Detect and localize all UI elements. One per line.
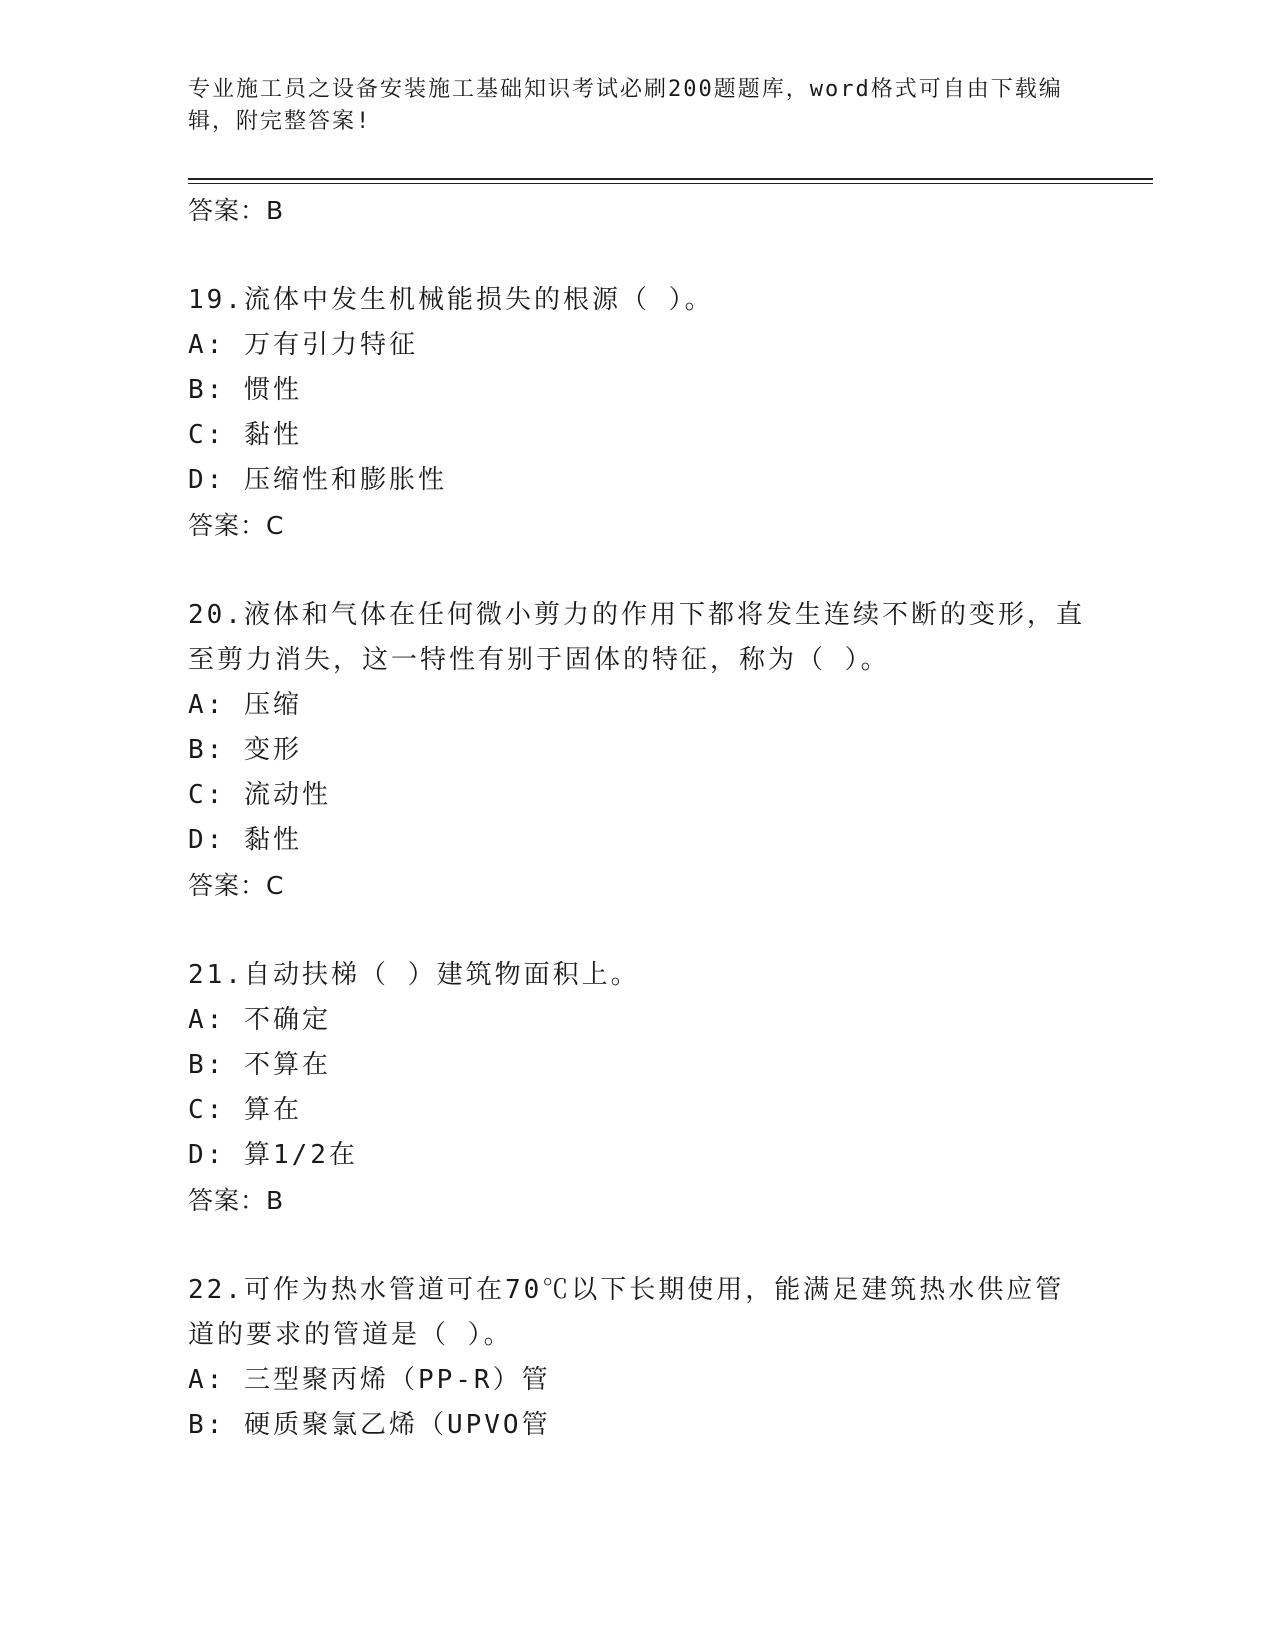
question-21 (188, 953, 1088, 1224)
spacer (188, 234, 1088, 278)
option-b: B: 硬质聚氯乙烯（UPVO管 (188, 1410, 551, 1440)
question-stem: 19.流体中发生机械能损失的根源（ ）。 (188, 285, 714, 315)
option-c: C: 流动性 (188, 780, 331, 810)
spacer (188, 549, 1088, 593)
question-stem: 20.液体和气体在任何微小剪力的作用下都将发生连续不断的变形，直至剪力消失，这一特性有别于固体的特征，称为（ ）。 (188, 600, 1085, 675)
answer-line: 答案：B (188, 1186, 285, 1215)
question-19 (188, 278, 1088, 549)
option-b: B: 惯性 (188, 375, 302, 405)
option-b: B: 变形 (188, 735, 302, 765)
question-22 (188, 1268, 1088, 1448)
option-a: A: 不确定 (188, 1005, 331, 1035)
option-c: C: 黏性 (188, 420, 302, 450)
header-rule-thin (188, 183, 1153, 184)
option-a: A: 三型聚丙烯（PP-R）管 (188, 1365, 551, 1395)
option-b: B: 不算在 (188, 1050, 331, 1080)
question-stem: 22.可作为热水管道可在70℃以下长期使用，能满足建筑热水供应管道的要求的管道是（ ）。 (188, 1275, 1065, 1350)
option-a: A: 万有引力特征 (188, 330, 418, 360)
answer-line: 答案：C (188, 871, 285, 900)
option-d: D: 压缩性和膨胀性 (188, 465, 447, 495)
answer-line: 答案：B (188, 196, 285, 225)
option-d: D: 黏性 (188, 825, 302, 855)
question-list (188, 188, 1088, 1448)
spacer (188, 1224, 1088, 1268)
option-a: A: 压缩 (188, 690, 302, 720)
header-rule-thick (188, 178, 1153, 180)
question-stem: 21.自动扶梯（ ）建筑物面积上。 (188, 960, 640, 990)
spacer (188, 909, 1088, 953)
answer-line: 答案：C (188, 511, 285, 540)
page-header: 专业施工员之设备安装施工基础知识考试必刷200题题库，word格式可自由下载编辑，附完整答案! (188, 77, 1063, 134)
option-d: D: 算1/2在 (188, 1140, 358, 1170)
question-20 (188, 593, 1088, 909)
option-c: C: 算在 (188, 1095, 302, 1125)
